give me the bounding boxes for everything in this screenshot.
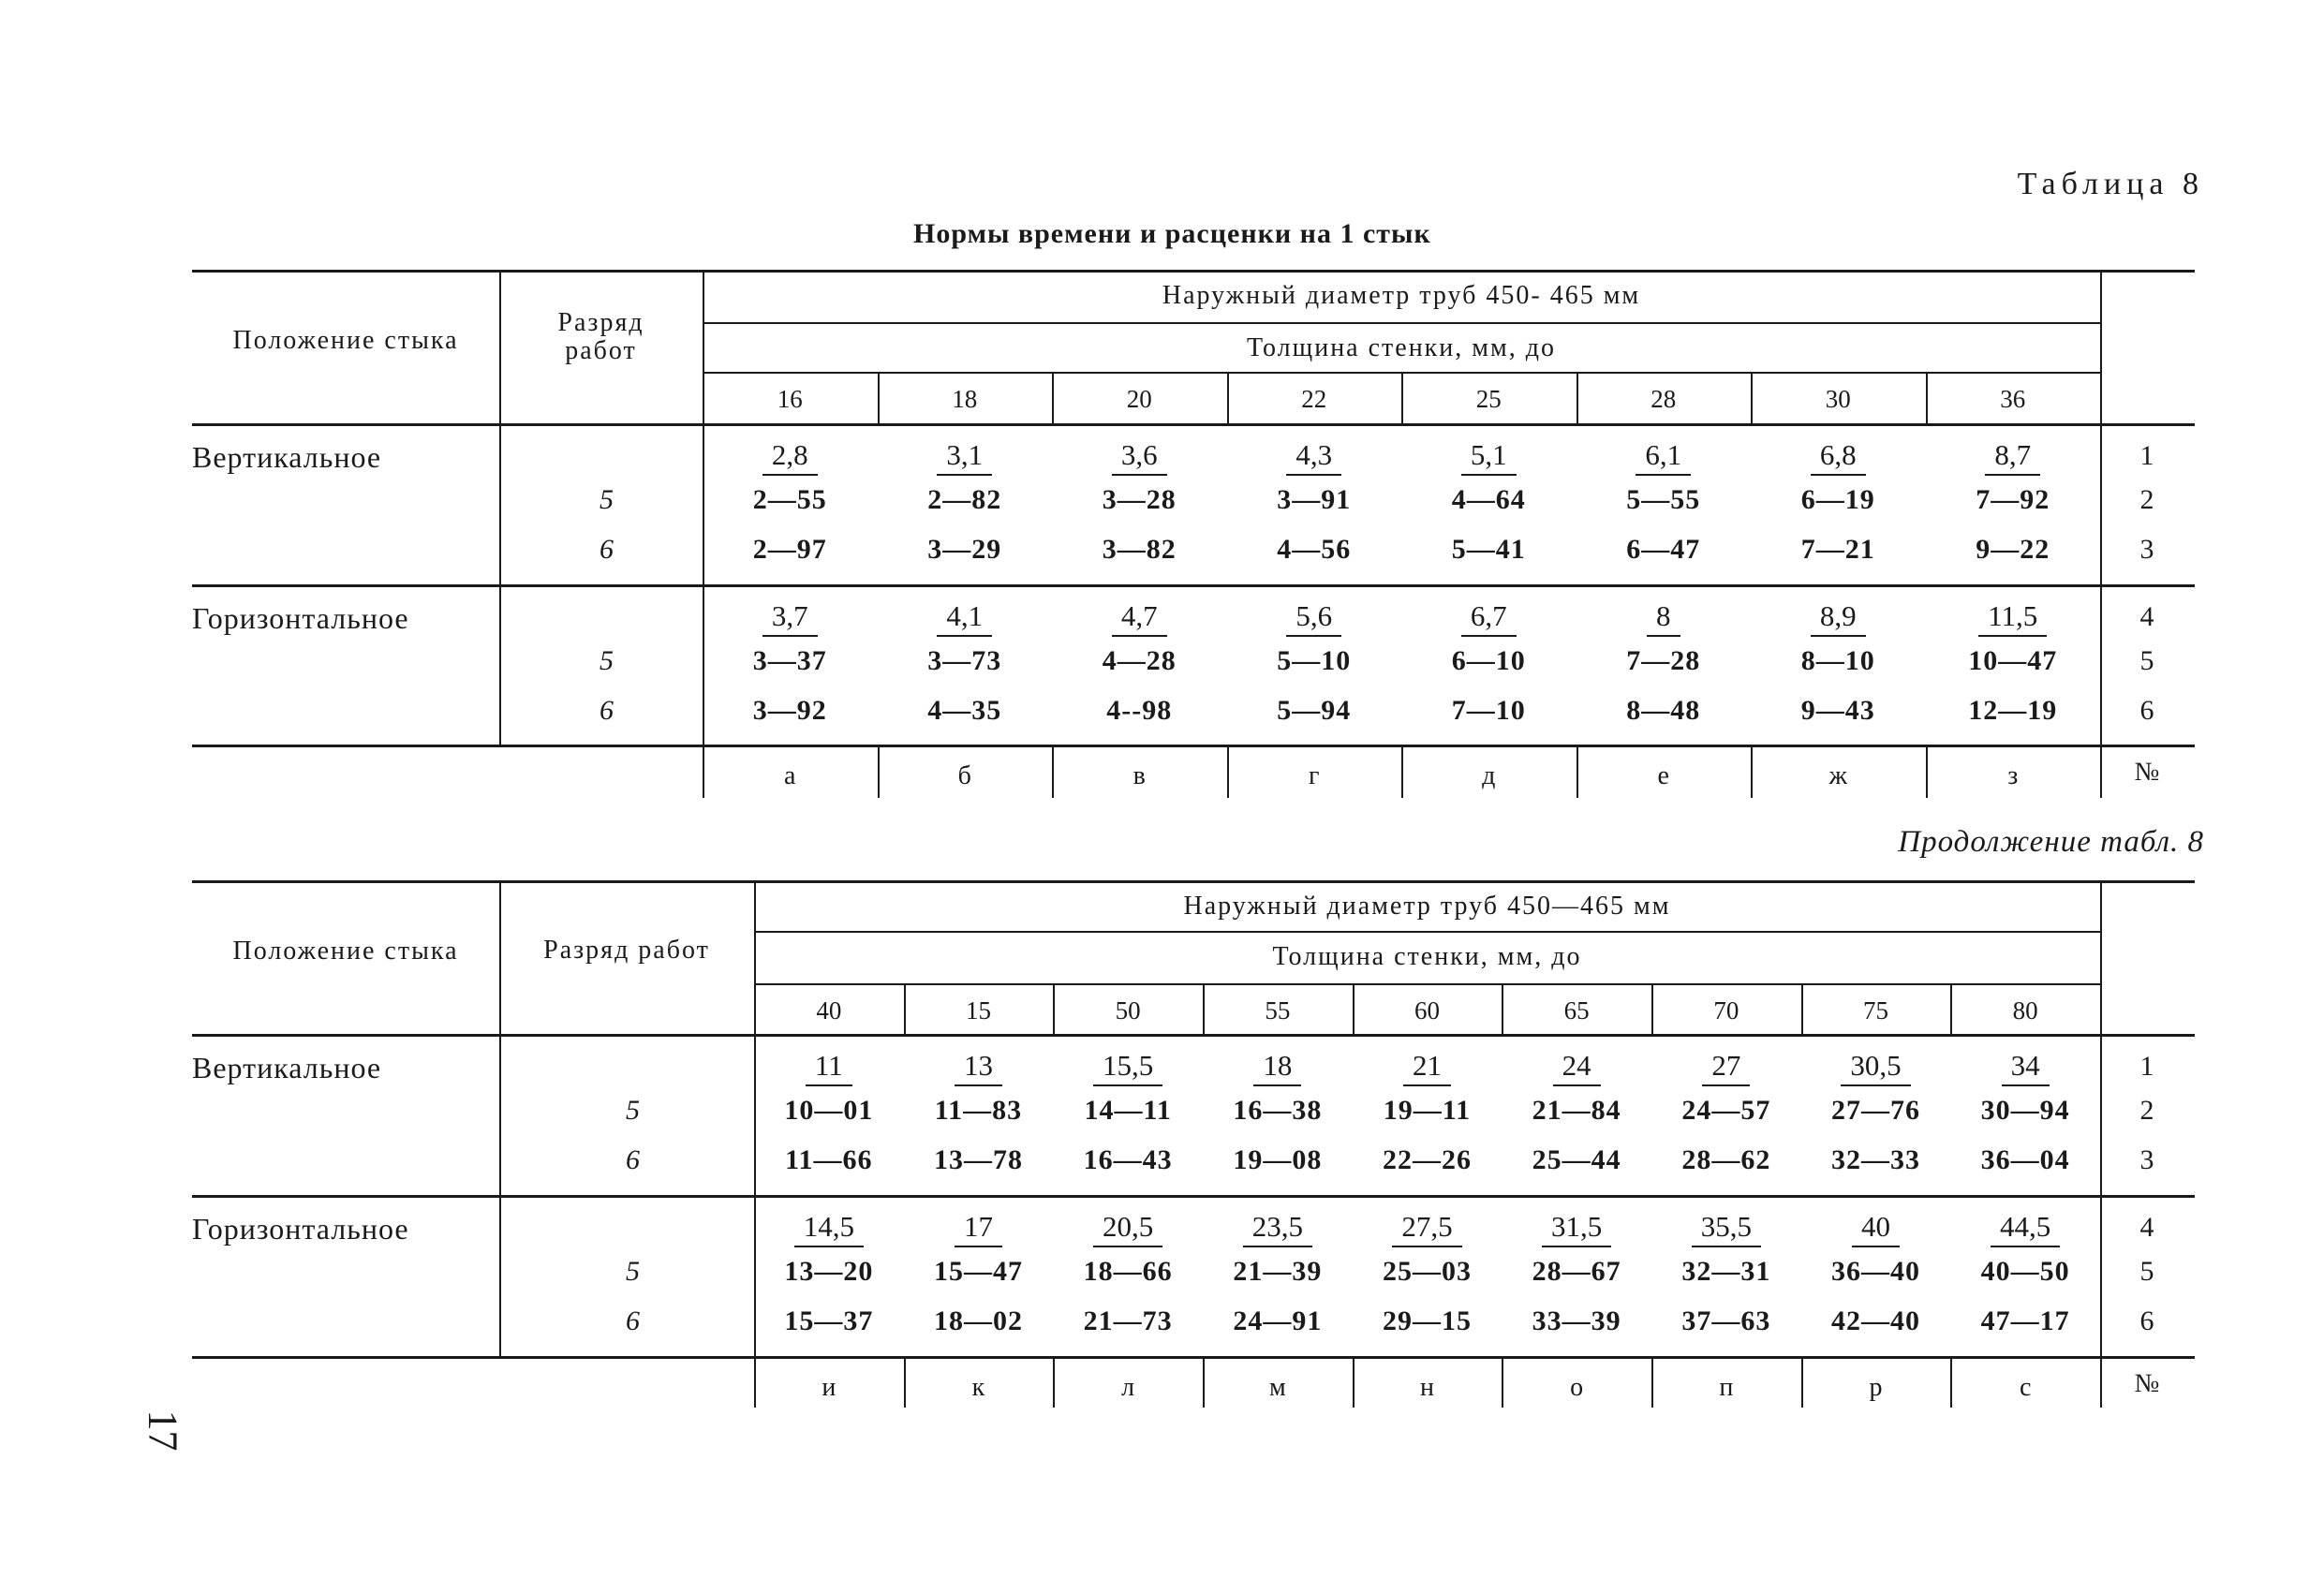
thickness-value: 65 bbox=[1563, 996, 1590, 1025]
row-number: 1 bbox=[2139, 1051, 2154, 1082]
joint-position-label: Вертикальное bbox=[192, 440, 382, 474]
rate-value-rank6: 7—10 bbox=[1451, 695, 1526, 726]
rank-value: 6 bbox=[600, 695, 614, 726]
rate-value-rank5: 14—11 bbox=[1084, 1095, 1172, 1126]
column-letter: в bbox=[1132, 761, 1146, 790]
time-norm-cell bbox=[878, 599, 1053, 637]
time-norm-value: 24 bbox=[1553, 1049, 1601, 1086]
time-norm-cell bbox=[1203, 1049, 1353, 1086]
thickness-value: 36 bbox=[2000, 385, 2026, 413]
time-norm-value: 5,6 bbox=[1286, 599, 1341, 637]
time-norm-cell bbox=[1801, 1049, 1951, 1086]
rate-value-rank5: 2—82 bbox=[927, 484, 1002, 515]
time-norm-value: 40 bbox=[1852, 1210, 1900, 1247]
time-norm-cell bbox=[1227, 599, 1402, 637]
number-sign: № bbox=[2134, 758, 2160, 787]
time-norm-cell bbox=[1353, 1049, 1502, 1086]
table-rule bbox=[192, 880, 2195, 883]
rate-value-rank6: 3—92 bbox=[752, 695, 827, 726]
time-norm-value: 17 bbox=[955, 1210, 1002, 1247]
time-norm-cell bbox=[1950, 1049, 2100, 1086]
rate-value-rank6: 42—40 bbox=[1830, 1305, 1920, 1336]
time-norm-cell bbox=[1950, 1210, 2100, 1247]
table-rule bbox=[192, 1034, 2195, 1037]
time-norm-value: 35,5 bbox=[1692, 1210, 1761, 1247]
rank-header: Разряд работ bbox=[557, 308, 644, 365]
time-norm-value: 8,7 bbox=[1985, 438, 2040, 476]
rate-value-rank5: 5—10 bbox=[1277, 645, 1352, 676]
row-number: 2 bbox=[2139, 484, 2154, 515]
rate-value-rank5: 8—10 bbox=[1800, 645, 1875, 676]
rate-value-rank5: 13—20 bbox=[784, 1256, 874, 1287]
position-header: Положение стыка bbox=[232, 326, 459, 355]
rate-value-rank6: 33—39 bbox=[1532, 1305, 1621, 1336]
row-number: 1 bbox=[2139, 440, 2154, 471]
time-norm-cell bbox=[703, 438, 878, 476]
rate-value-rank5: 19—11 bbox=[1383, 1095, 1472, 1126]
thickness-value: 60 bbox=[1414, 996, 1440, 1025]
column-letter: н bbox=[1419, 1373, 1434, 1402]
row-number: 3 bbox=[2139, 1144, 2154, 1175]
time-norm-value: 11,5 bbox=[1978, 599, 2047, 637]
rate-value-rank6: 36—04 bbox=[1980, 1144, 2070, 1175]
rate-value-rank6: 22—26 bbox=[1382, 1144, 1472, 1175]
thickness-value: 75 bbox=[1862, 996, 1888, 1025]
thickness-value: 30 bbox=[1825, 385, 1851, 413]
time-norm-value: 21 bbox=[1403, 1049, 1451, 1086]
column-letter: о bbox=[1570, 1373, 1584, 1402]
diameter-header: Наружный диаметр труб 450—465 мм bbox=[1183, 892, 1671, 921]
rate-value-rank5: 15—47 bbox=[933, 1256, 1023, 1287]
column-letter: е bbox=[1657, 761, 1669, 790]
rate-value-rank6: 7—21 bbox=[1800, 534, 1875, 565]
time-norm-cell bbox=[1651, 1049, 1801, 1086]
rate-value-rank5: 40—50 bbox=[1980, 1256, 2070, 1287]
row-number: 4 bbox=[2139, 601, 2154, 632]
rate-value-rank6: 6—47 bbox=[1626, 534, 1701, 565]
joint-position-label: Горизонтальное bbox=[192, 601, 409, 635]
time-norm-cell bbox=[754, 1049, 904, 1086]
rank-value: 6 bbox=[600, 534, 614, 565]
rate-value-rank6: 4--98 bbox=[1106, 695, 1173, 726]
time-norm-value: 31,5 bbox=[1542, 1210, 1611, 1247]
time-norm-value: 27 bbox=[1702, 1049, 1750, 1086]
rate-value-rank5: 3—73 bbox=[927, 645, 1002, 676]
row-number: 6 bbox=[2139, 1305, 2154, 1336]
row-number: 2 bbox=[2139, 1095, 2154, 1126]
rate-value-rank6: 11—66 bbox=[785, 1144, 873, 1175]
table-rule bbox=[703, 322, 2100, 324]
time-norm-cell bbox=[1502, 1049, 1651, 1086]
thickness-value: 16 bbox=[777, 385, 803, 413]
time-norm-cell bbox=[1227, 438, 1402, 476]
column-letter: м bbox=[1268, 1373, 1286, 1402]
rank-value: 6 bbox=[626, 1144, 640, 1175]
rate-value-rank5: 21—39 bbox=[1233, 1256, 1323, 1287]
table-caption: Нормы времени и расценки на 1 стык bbox=[913, 218, 1431, 249]
rate-value-rank6: 24—91 bbox=[1233, 1305, 1323, 1336]
time-norm-cell bbox=[904, 1049, 1054, 1086]
column-letter: а bbox=[784, 761, 796, 790]
time-norm-value: 14,5 bbox=[794, 1210, 864, 1247]
time-norm-value: 3,6 bbox=[1112, 438, 1167, 476]
time-norm-value: 27,5 bbox=[1392, 1210, 1461, 1247]
rate-value-rank6: 15—37 bbox=[784, 1305, 874, 1336]
time-norm-cell bbox=[1203, 1210, 1353, 1247]
rank-value: 6 bbox=[626, 1305, 640, 1336]
rank-value: 5 bbox=[600, 645, 614, 676]
continuation-label: Продолжение табл. 8 bbox=[1898, 825, 2204, 859]
rate-value-rank5: 2—55 bbox=[752, 484, 827, 515]
time-norm-value: 44,5 bbox=[1991, 1210, 2060, 1247]
time-norm-cell bbox=[878, 438, 1053, 476]
rate-value-rank5: 16—38 bbox=[1233, 1095, 1323, 1126]
time-norm-cell bbox=[904, 1210, 1054, 1247]
time-norm-value: 6,1 bbox=[1636, 438, 1691, 476]
time-norm-value: 6,7 bbox=[1461, 599, 1517, 637]
row-number: 3 bbox=[2139, 534, 2154, 565]
rate-value-rank5: 27—76 bbox=[1830, 1095, 1920, 1126]
thickness-value: 70 bbox=[1713, 996, 1739, 1025]
time-norm-cell bbox=[1401, 599, 1576, 637]
time-norm-value: 3,7 bbox=[762, 599, 818, 637]
table-label: Таблица 8 bbox=[2017, 167, 2204, 201]
time-norm-cell bbox=[1576, 599, 1752, 637]
column-letter: к bbox=[971, 1373, 985, 1402]
rate-value-rank6: 25—44 bbox=[1532, 1144, 1621, 1175]
time-norm-cell bbox=[1401, 438, 1576, 476]
column-letter: д bbox=[1482, 761, 1496, 790]
rate-value-rank6: 16—43 bbox=[1083, 1144, 1173, 1175]
rate-value-rank5: 6—19 bbox=[1800, 484, 1875, 515]
thickness-value: 55 bbox=[1265, 996, 1291, 1025]
rate-value-rank5: 7—28 bbox=[1626, 645, 1701, 676]
joint-position-label: Вертикальное bbox=[192, 1051, 382, 1084]
wall-thickness-header: Толщина стенки, мм, до bbox=[1272, 942, 1582, 971]
column-letter: п bbox=[1719, 1373, 1734, 1402]
thickness-value: 40 bbox=[816, 996, 842, 1025]
rate-value-rank5: 4—28 bbox=[1102, 645, 1177, 676]
time-norm-cell bbox=[1502, 1210, 1651, 1247]
rate-value-rank5: 24—57 bbox=[1681, 1095, 1771, 1126]
rate-value-rank5: 10—01 bbox=[784, 1095, 874, 1126]
table-rule bbox=[192, 745, 2195, 747]
time-norm-value: 11 bbox=[806, 1049, 852, 1086]
time-norm-cell bbox=[1751, 438, 1926, 476]
time-norm-value: 6,8 bbox=[1811, 438, 1866, 476]
table-rule bbox=[2100, 270, 2102, 798]
time-norm-cell bbox=[703, 599, 878, 637]
rate-value-rank6: 13—78 bbox=[933, 1144, 1023, 1175]
thickness-value: 15 bbox=[965, 996, 991, 1025]
rate-value-rank5: 6—10 bbox=[1451, 645, 1526, 676]
column-letter: б bbox=[957, 761, 971, 790]
rate-value-rank6: 37—63 bbox=[1681, 1305, 1771, 1336]
table-rule bbox=[192, 1356, 2195, 1359]
time-norm-value: 13 bbox=[955, 1049, 1002, 1086]
table-rule bbox=[192, 270, 2195, 273]
time-norm-value: 8 bbox=[1647, 599, 1680, 637]
column-letter: с bbox=[2019, 1373, 2032, 1402]
column-letter: л bbox=[1121, 1373, 1135, 1402]
thickness-value: 22 bbox=[1301, 385, 1327, 413]
rate-value-rank5: 3—37 bbox=[752, 645, 827, 676]
rate-value-rank6: 2—97 bbox=[752, 534, 827, 565]
rate-value-rank6: 8—48 bbox=[1626, 695, 1701, 726]
time-norm-value: 4,1 bbox=[937, 599, 992, 637]
rate-value-rank6: 29—15 bbox=[1382, 1305, 1472, 1336]
time-norm-value: 3,1 bbox=[937, 438, 992, 476]
rank-value: 5 bbox=[626, 1095, 640, 1126]
rate-value-rank6: 3—29 bbox=[927, 534, 1002, 565]
thickness-value: 50 bbox=[1115, 996, 1141, 1025]
table-rule bbox=[754, 983, 2100, 985]
rank-value: 5 bbox=[600, 484, 614, 515]
diameter-header: Наружный диаметр труб 450- 465 мм bbox=[1162, 281, 1641, 310]
time-norm-cell bbox=[1651, 1210, 1801, 1247]
time-norm-value: 2,8 bbox=[762, 438, 818, 476]
time-norm-value: 34 bbox=[2002, 1049, 2050, 1086]
time-norm-value: 8,9 bbox=[1811, 599, 1866, 637]
rate-value-rank6: 9—43 bbox=[1800, 695, 1875, 726]
row-number: 5 bbox=[2139, 645, 2154, 676]
column-letter: з bbox=[2007, 761, 2019, 790]
rate-value-rank5: 3—28 bbox=[1102, 484, 1177, 515]
thickness-value: 25 bbox=[1475, 385, 1502, 413]
rate-value-rank6: 47—17 bbox=[1980, 1305, 2070, 1336]
rate-value-rank6: 12—19 bbox=[1968, 695, 2058, 726]
joint-position-label: Горизонтальное bbox=[192, 1212, 409, 1246]
time-norm-value: 30,5 bbox=[1841, 1049, 1910, 1086]
table-rule bbox=[192, 423, 2195, 426]
rate-value-rank6: 5—94 bbox=[1277, 695, 1352, 726]
rate-value-rank5: 10—47 bbox=[1968, 645, 2058, 676]
time-norm-value: 20,5 bbox=[1093, 1210, 1162, 1247]
rank-value: 5 bbox=[626, 1256, 640, 1287]
time-norm-value: 4,7 bbox=[1112, 599, 1167, 637]
wall-thickness-header: Толщина стенки, мм, до bbox=[1247, 333, 1556, 362]
thickness-value: 80 bbox=[2012, 996, 2038, 1025]
rate-value-rank6: 21—73 bbox=[1083, 1305, 1173, 1336]
rate-value-rank5: 7—92 bbox=[1976, 484, 2050, 515]
time-norm-value: 23,5 bbox=[1243, 1210, 1312, 1247]
rate-value-rank5: 36—40 bbox=[1830, 1256, 1920, 1287]
row-number: 4 bbox=[2139, 1212, 2154, 1243]
rate-value-rank5: 3—91 bbox=[1277, 484, 1352, 515]
time-norm-cell bbox=[1353, 1210, 1502, 1247]
time-norm-cell bbox=[754, 1210, 904, 1247]
time-norm-cell bbox=[1576, 438, 1752, 476]
column-letter: г bbox=[1309, 761, 1320, 790]
time-norm-cell bbox=[1926, 438, 2101, 476]
time-norm-cell bbox=[1052, 438, 1227, 476]
column-letter: ж bbox=[1828, 761, 1847, 790]
rate-value-rank6: 5—41 bbox=[1451, 534, 1526, 565]
table-rule bbox=[2100, 880, 2102, 1408]
thickness-value: 20 bbox=[1126, 385, 1152, 413]
row-number: 6 bbox=[2139, 695, 2154, 726]
time-norm-value: 4,3 bbox=[1286, 438, 1341, 476]
rate-value-rank5: 11—83 bbox=[934, 1095, 1023, 1126]
time-norm-value: 5,1 bbox=[1461, 438, 1517, 476]
rank-header: Разряд работ bbox=[543, 936, 710, 965]
rate-value-rank5: 25—03 bbox=[1382, 1256, 1472, 1287]
thickness-value: 18 bbox=[952, 385, 978, 413]
rate-value-rank6: 9—22 bbox=[1976, 534, 2050, 565]
time-norm-value: 15,5 bbox=[1093, 1049, 1162, 1086]
thickness-value: 28 bbox=[1650, 385, 1677, 413]
time-norm-cell bbox=[1052, 599, 1227, 637]
rate-value-rank6: 28—62 bbox=[1681, 1144, 1771, 1175]
rate-value-rank5: 4—64 bbox=[1451, 484, 1526, 515]
rate-value-rank6: 4—35 bbox=[927, 695, 1002, 726]
rate-value-rank5: 32—31 bbox=[1681, 1256, 1771, 1287]
rate-value-rank6: 32—33 bbox=[1830, 1144, 1920, 1175]
column-letter: и bbox=[822, 1373, 836, 1402]
time-norm-cell bbox=[1053, 1210, 1203, 1247]
rate-value-rank6: 18—02 bbox=[933, 1305, 1023, 1336]
rate-value-rank5: 18—66 bbox=[1083, 1256, 1173, 1287]
time-norm-cell bbox=[1751, 599, 1926, 637]
rate-value-rank5: 30—94 bbox=[1980, 1095, 2070, 1126]
table-rule bbox=[192, 584, 2195, 587]
column-letter: р bbox=[1869, 1373, 1883, 1402]
rate-value-rank5: 21—84 bbox=[1532, 1095, 1621, 1126]
rate-value-rank6: 19—08 bbox=[1233, 1144, 1323, 1175]
rate-value-rank6: 3—82 bbox=[1102, 534, 1177, 565]
time-norm-cell bbox=[1053, 1049, 1203, 1086]
number-sign: № bbox=[2134, 1369, 2160, 1398]
page-number: 17 bbox=[140, 1409, 186, 1452]
table-rule bbox=[754, 931, 2100, 933]
time-norm-value: 18 bbox=[1253, 1049, 1301, 1086]
table-rule bbox=[192, 1195, 2195, 1198]
row-number: 5 bbox=[2139, 1256, 2154, 1287]
rate-value-rank5: 28—67 bbox=[1532, 1256, 1621, 1287]
time-norm-cell bbox=[1801, 1210, 1951, 1247]
time-norm-cell bbox=[1926, 599, 2101, 637]
rate-value-rank5: 5—55 bbox=[1626, 484, 1701, 515]
position-header: Положение стыка bbox=[232, 937, 459, 966]
rate-value-rank6: 4—56 bbox=[1277, 534, 1352, 565]
